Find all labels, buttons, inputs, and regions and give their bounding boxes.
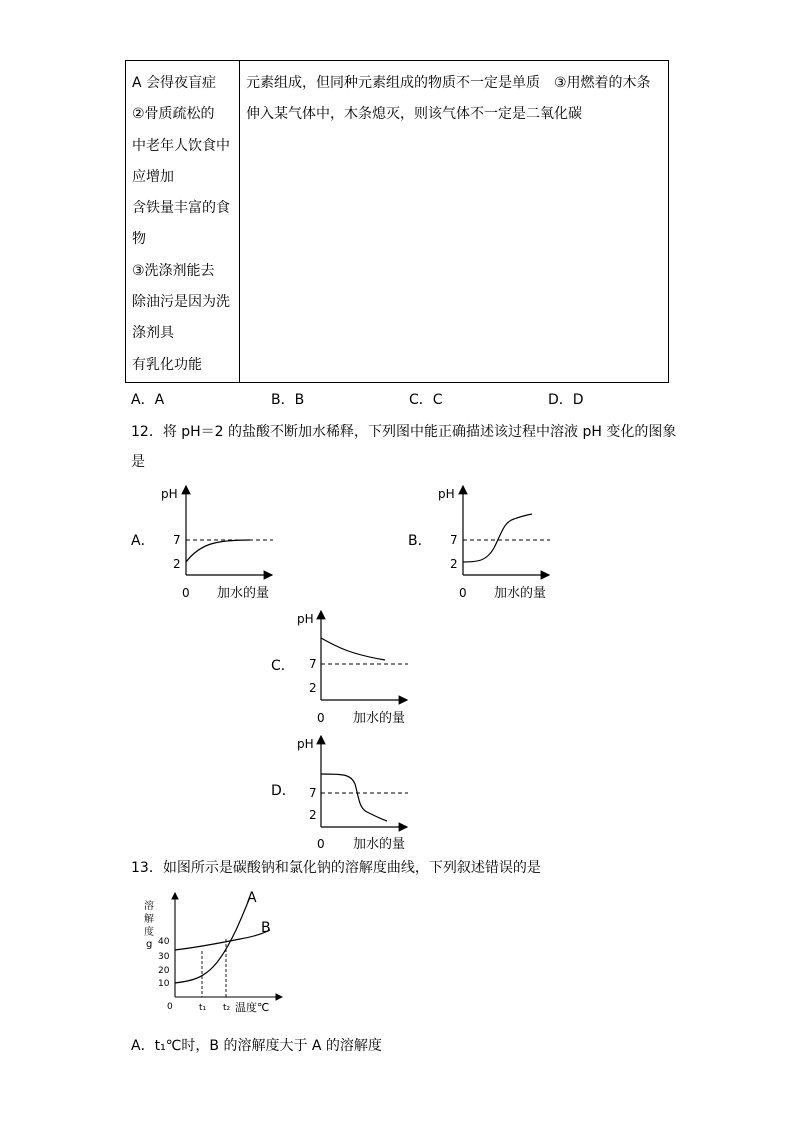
ph-curve	[186, 540, 250, 562]
y-label-char: 度	[144, 927, 154, 938]
x-axis-label: 温度℃	[235, 1001, 270, 1014]
q11-option-a[interactable]: A．A	[131, 392, 165, 408]
tick-2: 2	[309, 681, 317, 695]
q13-stem: 13．如图所示是碳酸钠和氯化钠的溶解度曲线，下列叙述错误的是	[131, 860, 541, 876]
y-tick-30: 30	[158, 952, 170, 962]
curve-a	[175, 897, 250, 983]
left-line: 中老年人饮食中	[132, 137, 230, 154]
right-line: 伸入某气体中，木条熄灭，则该气体不一定是二氧化碳	[246, 106, 582, 123]
x-tick-t1: t₁	[199, 1003, 207, 1013]
tick-7: 7	[450, 533, 458, 547]
origin-label: 0	[182, 586, 190, 600]
left-line: 有乳化功能	[132, 356, 202, 373]
left-line: 除油污是因为洗	[132, 294, 230, 311]
q11-option-b[interactable]: B．B	[271, 392, 305, 408]
curve-a-label: A	[247, 890, 257, 906]
left-line: 含铁量丰富的食	[132, 200, 230, 217]
origin-label: 0	[459, 586, 467, 600]
q12-option-b-label[interactable]: B．	[408, 533, 432, 549]
q11-option-c[interactable]: C．C	[409, 392, 443, 408]
left-line: 涤剂具	[132, 325, 174, 342]
x-axis-label: 加水的量	[353, 837, 406, 852]
y-label-char: 溶	[144, 901, 154, 912]
solubility-chart	[140, 885, 290, 1020]
left-line: 物	[132, 231, 146, 248]
y-axis-label: pH	[161, 487, 178, 501]
tick-7: 7	[173, 533, 181, 547]
ph-graph-a	[155, 482, 290, 600]
x-axis-label: 加水的量	[217, 586, 270, 600]
tick-2: 2	[173, 557, 181, 571]
ph-graph-c	[295, 607, 430, 725]
q12-option-a-label[interactable]: A．	[131, 533, 155, 549]
ph-graph-d	[295, 732, 430, 852]
y-axis-label: pH	[297, 737, 314, 751]
x-tick-t2: t₂	[223, 1003, 231, 1013]
ph-curve	[321, 638, 385, 660]
left-line: ③洗涤剂能去	[132, 262, 215, 279]
curve-b	[175, 930, 270, 950]
left-line: A 会得夜盲症	[132, 75, 217, 91]
ph-curve	[321, 774, 387, 821]
left-line: 应增加	[132, 168, 174, 185]
q12-stem-line1: 12．将 pH＝2 的盐酸不断加水稀释，下列图中能正确描述该过程中溶液 pH 变化的图象	[131, 424, 677, 440]
curve-b-label: B	[261, 920, 271, 936]
origin-label: 0	[317, 711, 325, 725]
x-axis-label: 加水的量	[353, 711, 406, 725]
left-line: ②骨质疏松的	[132, 106, 215, 123]
tick-2: 2	[309, 808, 317, 822]
q12-option-c-label[interactable]: C．	[271, 658, 295, 674]
origin-label: 0	[317, 837, 325, 851]
y-tick-20: 20	[158, 966, 170, 976]
table-right-cell	[240, 61, 669, 383]
table-left-cell	[126, 61, 240, 383]
ph-graph-b	[432, 482, 567, 600]
y-axis-label: pH	[297, 612, 314, 626]
origin-label: 0	[167, 1002, 173, 1012]
q11-option-d[interactable]: D．D	[548, 392, 584, 408]
y-label-char: 解	[144, 914, 154, 925]
q12-option-d-label[interactable]: D．	[271, 783, 296, 799]
y-axis-label: pH	[438, 487, 455, 501]
y-tick-10: 10	[158, 979, 170, 989]
y-tick-40: 40	[158, 937, 170, 947]
tick-7: 7	[309, 657, 317, 671]
q13-option-a[interactable]: A．t₁℃时，B 的溶解度大于 A 的溶解度	[131, 1038, 382, 1054]
ph-curve	[463, 514, 532, 562]
y-label-char: g	[146, 939, 153, 950]
tick-7: 7	[309, 786, 317, 800]
q12-stem-line2: 是	[131, 454, 145, 470]
right-line: 元素组成，但同种元素组成的物质不一定是单质 ③用燃着的木条	[246, 75, 651, 91]
q11-answer-table	[125, 60, 669, 383]
x-axis-label: 加水的量	[494, 586, 547, 600]
tick-2: 2	[450, 557, 458, 571]
